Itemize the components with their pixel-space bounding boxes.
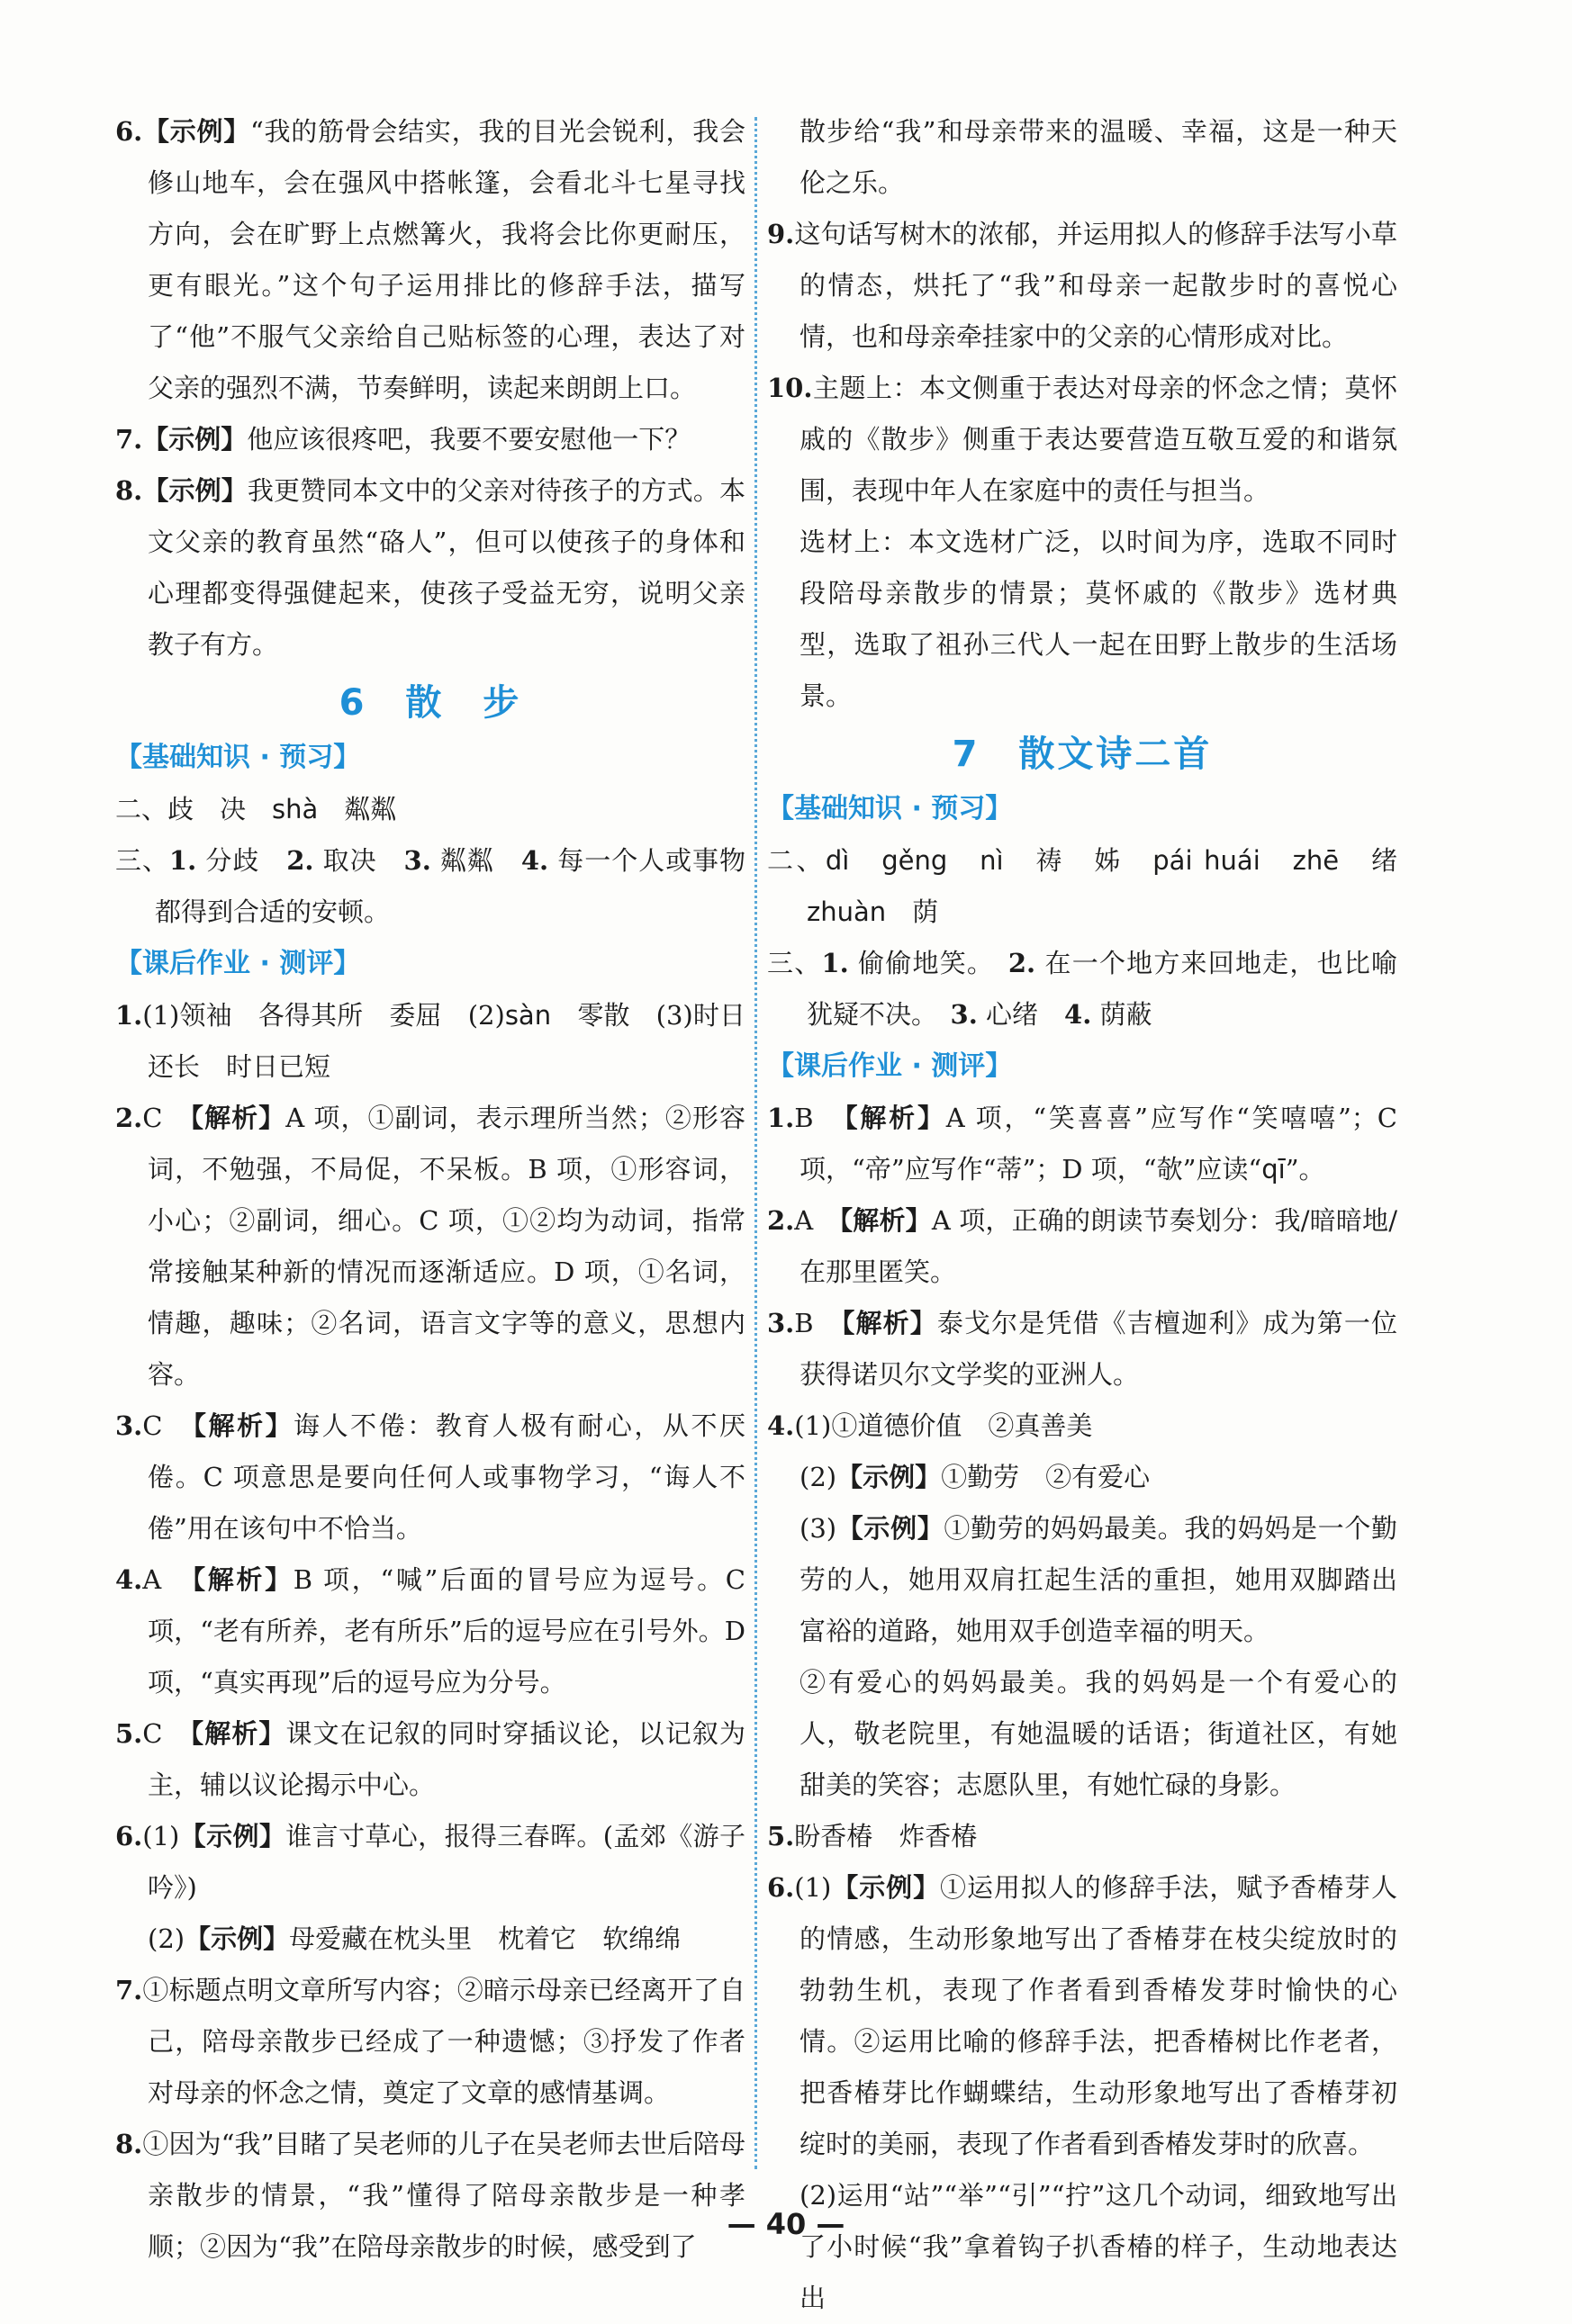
lesson-7-title: 7 散文诗二首 (952, 734, 1213, 775)
analysis-label: 【解析】 (839, 1205, 932, 1236)
answer-item (115, 1811, 745, 1914)
answer-text: A 项，“笑喜喜”应写作“笑嘻嘻”；C 项，“帝”应写作“蒂”；D 项，“欹”应读“ (800, 1103, 1397, 1185)
answer-text: 祷 姊 (1003, 845, 1153, 876)
question-number: 1. (767, 1103, 795, 1133)
answer-text: A 项，①副词，表示理所当然；②形容词，不勉强，不局促，不呆板。B 项，①形容词，小心；②副词，细心。C 项，①②均为动词，指常常接触某种新的情况而逐渐适应。D 项，①名词，情趣，趣味；②名词，语言文字等的意义，思想内容。 (148, 1103, 745, 1390)
answer-text: (1)领袖 各得其所 委屈 (2) (142, 1000, 505, 1031)
answer-item (115, 1093, 745, 1401)
answer-text: 粼粼 (430, 845, 521, 876)
continued-text: 散步给“我”和母亲带来的温暖、幸福，这是一种天伦之乐。 (800, 116, 1397, 198)
answer-text: 这句话写树木的浓郁，并运用拟人的修辞手法写小草的情态，烘托了“我”和母亲一起散步时的喜悦心情，也和母亲牵挂家中的父亲的心情形成对比。 (794, 219, 1397, 352)
basic-knowledge-answers (767, 835, 1423, 1040)
answer-text: ①勤劳的妈妈最美。我的妈妈是一个勤劳的人，她用双肩扛起生活的重担，她用双脚踏出富裕的道路，她用双手创造幸福的明天。 (800, 1513, 1397, 1646)
question-number: 2. (115, 1103, 143, 1133)
answer-text: 粼粼 (318, 794, 397, 824)
basic-answer-line (767, 938, 1397, 1040)
question-number: 9. (767, 219, 795, 249)
answer-item (115, 2119, 745, 2273)
answer-item (767, 1401, 1397, 1452)
answer-text: C (142, 1103, 191, 1133)
answer-item (767, 1657, 1397, 1811)
analysis-label: 【解析】 (845, 1103, 946, 1133)
answer-text: A (794, 1205, 840, 1236)
answer-text: 主题上：本文侧重于表达对母亲的怀念之情；莫怀戚的《散步》侧重于表达要营造互敬互爱的和谐氛围，表现中年人在家庭中的责任与担当。 (800, 373, 1397, 506)
answer-item (115, 106, 745, 414)
answer-text: 心绪 (977, 999, 1065, 1030)
answer-text: 荫蔽 (1091, 999, 1152, 1030)
answer-text: C (142, 1718, 191, 1749)
answer-item (767, 1093, 1397, 1195)
basic-answer-line (115, 784, 745, 835)
sub-number: 2. (286, 845, 314, 876)
question-number: 8. (115, 2129, 143, 2159)
answer-item (115, 1708, 745, 1811)
answer-text: (2) (148, 1923, 185, 1954)
answer-text: (2)运用“站”“举”“引”“拧”这几个动词，细致地写出了小时候“我”拿着钩子扒香椿的样子，生动地表达出 (800, 2180, 1397, 2313)
question-number: 6. (115, 1821, 143, 1851)
example-label: 【示例】 (142, 116, 250, 147)
analysis-label: 【解析】 (192, 1564, 294, 1595)
question-number: 1. (115, 1000, 143, 1031)
example-label: 【示例】 (831, 1872, 941, 1903)
pinyin-text: sàn (504, 1000, 552, 1031)
example-label: 【示例】 (836, 1513, 944, 1544)
homework-heading: 【课后作业 · 测评】 (115, 948, 361, 979)
answer-item (767, 1298, 1397, 1401)
question-number: 3. (115, 1410, 143, 1441)
answer-text: 他应该很疼吧，我要不要安慰他一下？ (247, 424, 691, 455)
analysis-label: 【解析】 (190, 1718, 286, 1749)
lesson-6-title: 6 散 步 (339, 682, 522, 724)
answer-text: ②有爱心的妈妈最美。我的妈妈是一个有爱心的人，敬老院里，有她温暖的话语；街道社区，有她甜美的笑容；志愿队里，有她忙碌的身影。 (800, 1667, 1397, 1800)
question-number: 7. (115, 1975, 143, 2005)
analysis-label: 【解析】 (190, 1103, 286, 1133)
answer-text: 在一个地方来回地走，也比喻犹疑不决。 (807, 948, 1397, 1030)
pinyin-text: shà (272, 794, 319, 824)
column-divider (754, 117, 757, 2169)
pinyin-text: qī (1261, 1154, 1286, 1185)
right-column (767, 106, 1423, 2324)
answer-text: 我更赞同本文中的父亲对待孩子的方式。本文父亲的教育虽然“硌人”，但可以使孩子的身体和心理都变得强健起来，使孩子受益无穷，说明父亲教子有方。 (148, 475, 745, 660)
sub-number: 1. (168, 845, 197, 876)
homework-answers (767, 1093, 1397, 2324)
basic-knowledge-answers (115, 784, 745, 938)
answer-text: “我的筋骨会结实，我的目光会锐利，我会修山地车，会在强风中搭帐篷，会看北斗七星寻找方向，会在旷野上点燃篝火，我将会比你更耐压，更有眼光。”这个句子运用排比的修辞手法，描写了“他”不服气父亲给自己贴标签的心理，表达了对父亲的强烈不满，节奏鲜明，读起来朗朗上口。 (148, 116, 745, 403)
answer-text: A 项，正确的朗读节奏划分：我/暗暗地/在那里匿笑。 (800, 1205, 1397, 1287)
homework-answers (115, 990, 745, 2273)
answer-text: (1) (142, 1821, 180, 1851)
answer-item (115, 1914, 745, 1965)
sub-number: 4. (520, 845, 549, 876)
question-number: 4. (115, 1564, 143, 1595)
answer-item (115, 1554, 745, 1708)
answer-text: ①因为“我”目睹了吴老师的儿子在吴老师去世后陪母亲散步的情景，“我”懂得了陪母亲散步是一种孝顺；②因为“我”在陪母亲散步的时候，感受到了 (142, 2129, 745, 2262)
answer-text: 母爱藏在枕头里 枕着它 软绵绵 (289, 1923, 682, 1954)
answer-text: 选材上：本文选材广泛，以时间为序，选取不同时段陪母亲散步的情景；莫怀戚的《散步》选材典型，选取了祖孙三代人一起在田野上散步的生活场景。 (800, 527, 1397, 711)
answer-item (115, 465, 745, 671)
question-number: 6. (767, 1872, 795, 1903)
answer-item (767, 1862, 1397, 2170)
answer-text: (1)①道德价值 ②真善美 (794, 1410, 1093, 1441)
answer-text: 每一个人或事物都得到合适的安顿。 (155, 845, 746, 927)
sub-number: 3. (950, 999, 978, 1030)
page-number: — 40 — (727, 2207, 845, 2241)
basic-knowledge-heading: 【基础知识 · 预习】 (767, 793, 1013, 824)
lesson-6-remaining-answers (767, 209, 1397, 722)
sub-number: 1. (821, 948, 849, 978)
pinyin-text: dì gěng nì (825, 845, 1004, 876)
answer-item (115, 414, 745, 465)
homework-heading: 【课后作业 · 测评】 (767, 1050, 1013, 1082)
answer-text: 荫 (886, 896, 939, 927)
example-label: 【示例】 (142, 475, 248, 506)
answer-item (767, 517, 1397, 722)
answer-text: 偷偷地笑。 (848, 948, 1008, 978)
section-label: 三、 (115, 845, 169, 876)
answer-text: 取决 (313, 845, 404, 876)
basic-knowledge-heading: 【基础知识 · 预习】 (115, 742, 361, 773)
question-number: 7. (115, 424, 143, 455)
answer-text: 课文在记叙的同时穿插议论，以记叙为主，辅以议论揭示中心。 (148, 1718, 745, 1800)
answer-text: (2) (800, 1462, 837, 1492)
answer-text: ①运用拟人的修辞手法，赋予香椿芽人的情感，生动形象地写出了香椿芽在枝尖绽放时的勃勃生机，表现了作者看到香椿发芽时愉快的心情。②运用比喻的修辞手法，把香椿树比作老者，把香椿芽比作蝴蝶结，生动形象地写出了香椿芽初绽时的美丽，表现了作者看到香椿发芽时的欣喜。 (800, 1872, 1397, 2159)
answer-item (767, 209, 1397, 363)
answer-item (115, 1401, 745, 1554)
sub-number: 3. (403, 845, 431, 876)
answer-item (767, 1503, 1397, 1657)
question-number: 6. (115, 116, 143, 147)
answer-text: A (142, 1564, 193, 1595)
analysis-label: 【解析】 (841, 1308, 937, 1338)
answer-item (767, 1452, 1397, 1503)
answer-item (767, 1811, 1397, 1862)
question-number: 10. (767, 373, 813, 403)
answer-item (115, 990, 745, 1093)
example-label: 【示例】 (142, 424, 248, 455)
answer-text: 歧 决 (167, 794, 273, 824)
sub-number: 4. (1064, 999, 1092, 1030)
question-number: 4. (767, 1410, 795, 1441)
left-column (115, 106, 745, 2273)
answer-text: (1) (794, 1872, 832, 1903)
question-number: 8. (115, 475, 143, 506)
answer-text: 泰戈尔是凭借《吉檀迦利》成为第一位获得诺贝尔文学奖的亚洲人。 (800, 1308, 1397, 1390)
answer-text: 分歧 (196, 845, 287, 876)
answer-text: (3) (800, 1513, 837, 1544)
basic-answer-line (767, 835, 1423, 938)
question-number: 5. (767, 1821, 795, 1851)
question-number: 2. (767, 1205, 795, 1236)
answer-text: ”。 (1285, 1154, 1325, 1185)
answer-text: 诲人不倦：教育人极有耐心，从不厌倦。C 项意思是要向任何人或事物学习，“诲人不倦”用在该句中不恰当。 (148, 1410, 745, 1544)
answer-text: ①标题点明文章所写内容；②暗示母亲已经离开了自己，陪母亲散步已经成了一种遗憾；③抒发了作者对母亲的怀念之情，奠定了文章的感情基调。 (142, 1975, 745, 2108)
answer-text: 零散 (3)时日还长 时日已短 (148, 1000, 745, 1082)
analysis-label: 【解析】 (193, 1410, 294, 1441)
sub-number: 2. (1007, 948, 1036, 978)
answer-text: 谁言寸草心，报得三春晖。(孟郊《游子吟》) (148, 1821, 745, 1903)
section-label: 二、 (115, 794, 168, 824)
example-label: 【示例】 (179, 1821, 286, 1851)
previous-answers (115, 106, 745, 671)
answer-text: 绪 (1339, 845, 1423, 876)
example-label: 【示例】 (836, 1462, 942, 1492)
answer-item (115, 1965, 745, 2119)
question-number: 3. (767, 1308, 795, 1338)
answer-item (767, 1195, 1397, 1298)
answer-text: B 项，“喊”后面的冒号应为逗号。C 项，“老有所养，老有所乐”后的逗号应在引号外。D 项，“真实再现”后的逗号应为分号。 (148, 1564, 745, 1698)
pinyin-text: pái huái zhē (1152, 845, 1340, 876)
section-label: 二、 (767, 845, 826, 876)
answer-text: ①勤劳 ②有爱心 (941, 1462, 1151, 1492)
answer-item (767, 2170, 1397, 2324)
pinyin-text: zhuàn (807, 896, 887, 927)
example-label: 【示例】 (185, 1923, 290, 1954)
section-label: 三、 (767, 948, 822, 978)
answer-text: C (142, 1410, 194, 1441)
answer-text: B (794, 1308, 842, 1338)
answer-item (767, 363, 1397, 517)
answer-text: 盼香椿 炸香椿 (794, 1821, 978, 1851)
basic-answer-line (115, 835, 745, 938)
answer-text: B (794, 1103, 845, 1133)
question-number: 5. (115, 1718, 143, 1749)
